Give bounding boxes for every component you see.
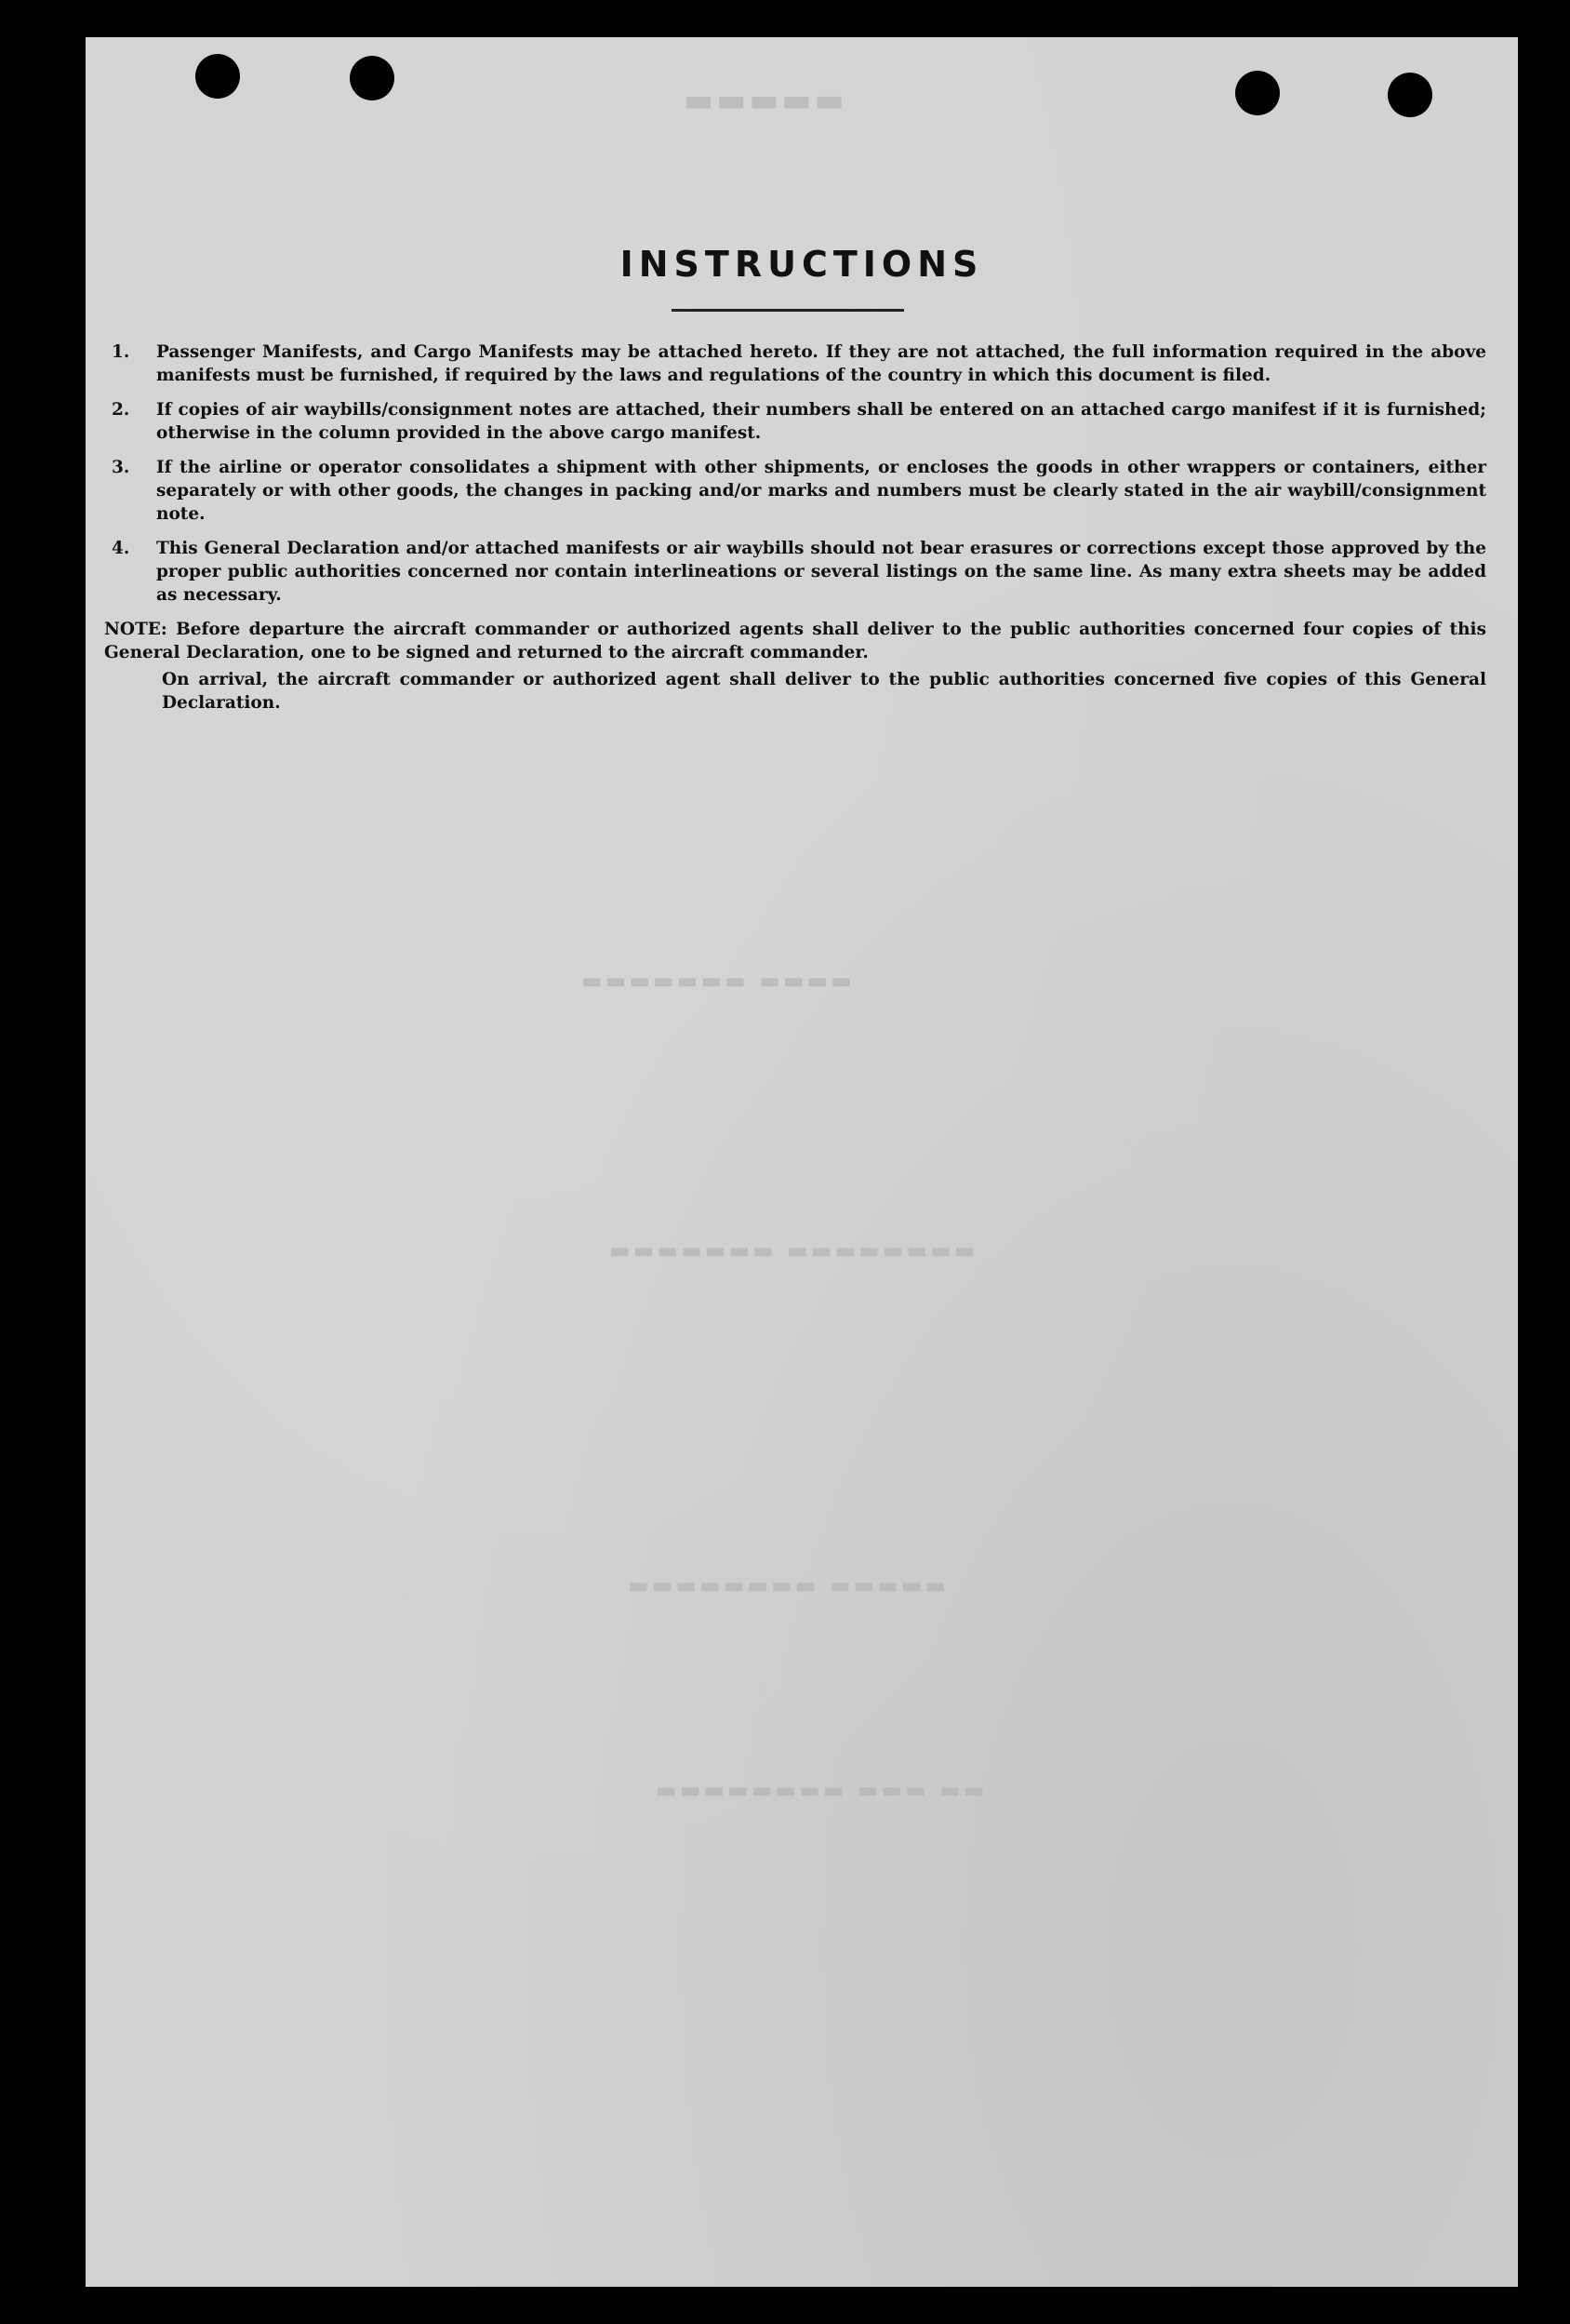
- item-text: If the airline or operator consolidates a shipment with other shipments, or encloses the goods in other wrappers or containers, either separately or with other goods, the changes in packing and/or marks and numbers must be clearly stated in the air waybill/consignment note.: [156, 458, 1486, 524]
- document-page: [86, 37, 1518, 2287]
- page-title: INSTRUCTIONS: [619, 244, 984, 285]
- instructions-list: [104, 341, 1486, 715]
- item-number: 1.: [112, 342, 130, 362]
- note-block: [104, 618, 1486, 715]
- note-paragraph-arrival: On arrival, the aircraft commander or authorized agent shall deliver to the public authorities concerned five copies of this General Declaration.: [162, 670, 1486, 713]
- item-number: 4.: [112, 539, 130, 558]
- item-number: 2.: [112, 400, 130, 420]
- punch-hole: [1388, 73, 1432, 117]
- bleed-through-text: ▬▬▬▬▬ ▬▬▬▬▬▬▬▬: [625, 1572, 947, 1598]
- item-text: This General Declaration and/or attached manifests or air waybills should not bear erasures or corrections except those approved by the proper public authorities concerned nor contain interlineations or several listings on the same line. As many extra sheets may be added as necessary.: [156, 539, 1486, 605]
- note-paragraph-departure: Before departure the aircraft commander or authorized agents shall deliver to the public authorities concerned four copies of this General Declaration, one to be signed and returned to the aircraft commander.: [104, 620, 1486, 662]
- heading-underline: [672, 309, 904, 312]
- punch-hole: [1235, 71, 1280, 115]
- punch-hole: [195, 54, 240, 99]
- bleed-through-text: ▬▬ ▬▬▬ ▬▬▬▬▬▬▬▬: [653, 1777, 985, 1803]
- list-item: [104, 537, 1486, 607]
- list-item: [104, 398, 1486, 445]
- bleed-through-text: ▬▬▬▬ ▬▬▬▬▬▬▬: [579, 968, 852, 994]
- list-item: [104, 341, 1486, 387]
- bleed-through-text: ▬▬▬▬▬: [681, 82, 845, 119]
- list-item: [104, 456, 1486, 526]
- item-number: 3.: [112, 458, 130, 477]
- note-label: NOTE:: [104, 620, 167, 639]
- item-text: Passenger Manifests, and Cargo Manifests may be attached hereto. If they are not attached, the full information required in the above manifests must be furnished, if required by the laws and regulations of the country in which this document is filed.: [156, 342, 1486, 385]
- punch-hole: [350, 56, 394, 100]
- bleed-through-text: ▬▬▬▬▬▬▬▬ ▬▬▬▬▬▬▬: [606, 1237, 976, 1263]
- item-text: If copies of air waybills/consignment notes are attached, their numbers shall be entered on an attached cargo manifest if it is furnished; otherwise in the column provided in the above cargo manifest.: [156, 400, 1486, 443]
